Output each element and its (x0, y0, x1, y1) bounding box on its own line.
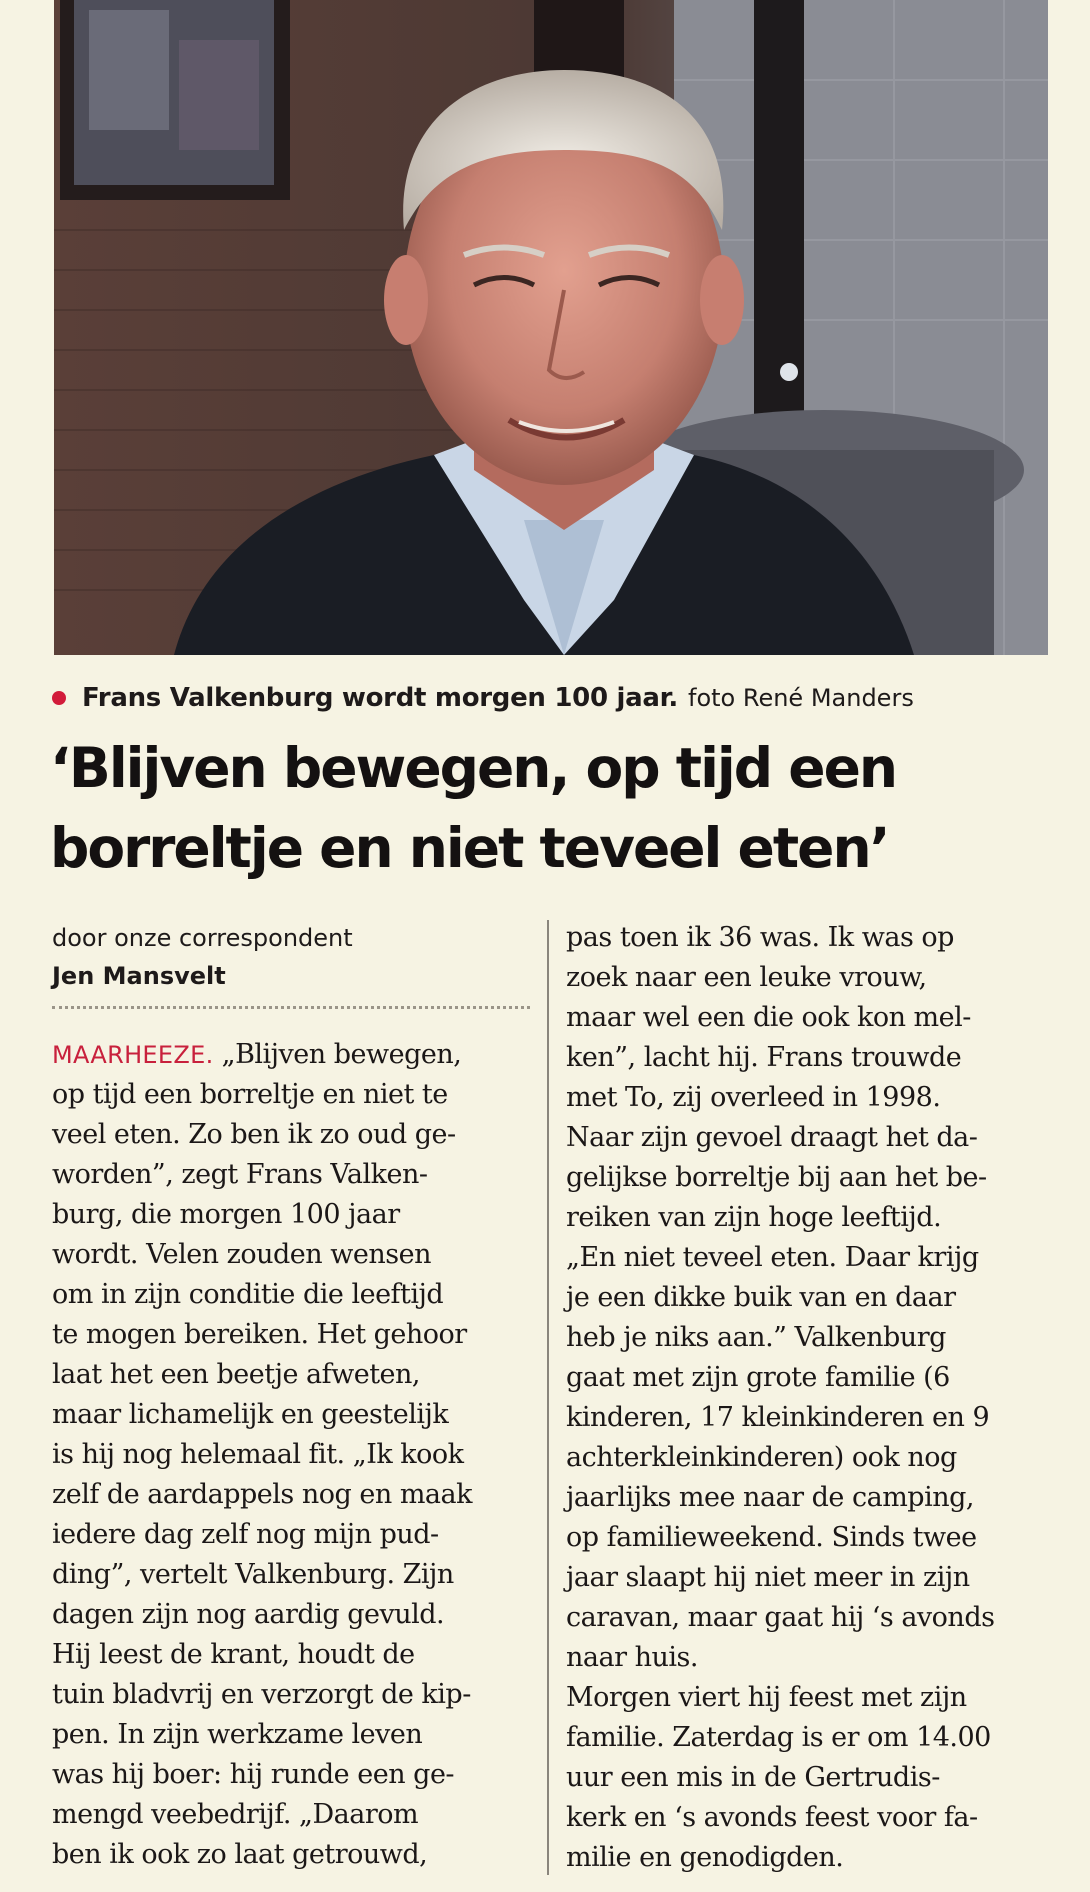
article-line: gaat met zijn grote familie (6 (566, 1362, 950, 1393)
article-line: gelijkse borreltje bij aan het be- (566, 1162, 987, 1193)
article-line: dagen zijn nog aardig gevuld. (52, 1599, 445, 1630)
first-line-text: „Blijven bewegen, (213, 1039, 462, 1070)
article-line: zoek naar een leuke vrouw, (566, 962, 927, 993)
article-line: op familieweekend. Sinds twee (566, 1522, 977, 1553)
dateline: MAARHEEZE. (52, 1041, 214, 1069)
article-line: Hij leest de krant, houdt de (52, 1639, 415, 1670)
article-line: iedere dag zelf nog mijn pud- (52, 1519, 439, 1550)
article-line: is hij nog helemaal fit. „Ik kook (52, 1439, 464, 1470)
article-line: maar wel een die ook kon mel- (566, 1002, 971, 1033)
article-line: was hij boer: hij runde een ge- (52, 1759, 455, 1790)
article-line: kinderen, 17 kleinkinderen en 9 (566, 1402, 990, 1433)
byline-intro: door onze correspondent (52, 924, 353, 952)
article-column-right (566, 918, 1056, 1878)
article-line: pas toen ik 36 was. Ik was op (566, 922, 954, 953)
headline-line-2: borreltje en niet teveel eten’ (50, 816, 889, 880)
article-line: wordt. Velen zouden wensen (52, 1239, 431, 1270)
article-line: te mogen bereiken. Het gehoor (52, 1319, 467, 1350)
article-photo (54, 0, 1048, 655)
byline-divider (52, 1006, 530, 1009)
article-line: Morgen viert hij feest met zijn (566, 1682, 967, 1713)
column-divider (547, 920, 549, 1875)
article-line: jaar slaapt hij niet meer in zijn (566, 1562, 970, 1593)
article-line: achterkleinkinderen) ook nog (566, 1442, 957, 1473)
article-line: uur een mis in de Gertrudis- (566, 1762, 940, 1793)
article-first-line (52, 1035, 532, 1075)
article-line: maar lichamelijk en geestelijk (52, 1399, 449, 1430)
photo-credit: foto René Manders (688, 684, 914, 712)
article-line: pen. In zijn werkzame leven (52, 1719, 423, 1750)
article-line: zelf de aardappels nog en maak (52, 1479, 472, 1510)
headline (50, 728, 1050, 888)
caption-text: Frans Valkenburg wordt morgen 100 jaar. (82, 683, 678, 713)
article-line: Naar zijn gevoel draagt het da- (566, 1122, 978, 1153)
article-line: ben ik ook zo laat getrouwd, (52, 1839, 428, 1870)
article-line: burg, die morgen 100 jaar (52, 1199, 400, 1230)
article-line: op tijd een borreltje en niet te (52, 1079, 448, 1110)
article-line: familie. Zaterdag is er om 14.00 (566, 1722, 991, 1753)
article-line: ken”, lacht hij. Frans trouwde (566, 1042, 962, 1073)
article-line: tuin bladvrij en verzorgt de kip- (52, 1679, 471, 1710)
article-line: je een dikke buik van en daar (566, 1282, 956, 1313)
article-line: reiken van zijn hoge leeftijd. (566, 1202, 942, 1233)
article-line: „En niet teveel eten. Daar krijg (566, 1242, 979, 1273)
article-line: worden”, zegt Frans Valken- (52, 1159, 428, 1190)
red-dot-icon (52, 691, 66, 705)
article-line: laat het een beetje afweten, (52, 1359, 420, 1390)
headline-line-1: ‘Blijven bewegen, op tijd een (50, 736, 897, 800)
article-line: caravan, maar gaat hij ‘s avonds (566, 1602, 995, 1633)
article-column-left (52, 1035, 532, 1875)
article-line: met To, zij overleed in 1998. (566, 1082, 941, 1113)
article-line: jaarlijks mee naar de camping, (566, 1482, 974, 1513)
byline-author: Jen Mansvelt (52, 962, 226, 990)
article-line: naar huis. (566, 1642, 698, 1673)
article-line: veel eten. Zo ben ik zo oud ge- (52, 1119, 456, 1150)
article-line: milie en genodigden. (566, 1842, 844, 1873)
article-line: heb je niks aan.” Valkenburg (566, 1322, 946, 1353)
article-line: mengd veebedrijf. „Daarom (52, 1799, 419, 1830)
article-line: om in zijn conditie die leeftijd (52, 1279, 444, 1310)
photo-caption (52, 676, 1052, 720)
article-line: ding”, vertelt Valkenburg. Zijn (52, 1559, 454, 1590)
article-line: kerk en ‘s avonds feest voor fa- (566, 1802, 978, 1833)
